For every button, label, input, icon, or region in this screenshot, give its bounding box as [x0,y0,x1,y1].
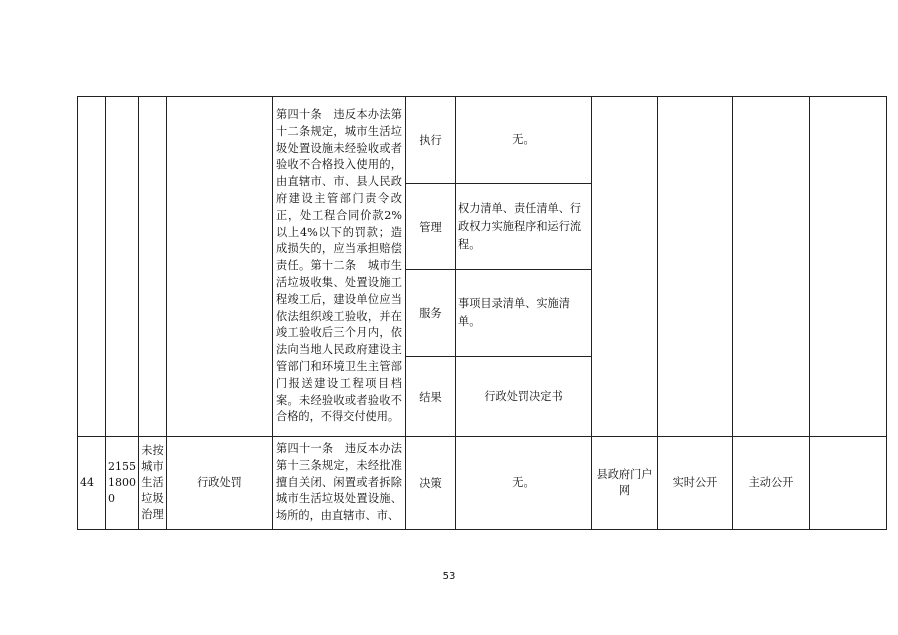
stage-label: 管理 [406,184,456,270]
stage-content: 行政处罚决定书 [456,357,592,437]
row-index: 44 [78,437,106,530]
stage-content: 无。 [456,437,592,530]
category-cell-empty [167,97,273,437]
stage-label: 服务 [406,270,456,357]
channel-cell-empty [592,97,658,437]
stage-label: 执行 [406,97,456,184]
stage-content: 权力清单、责任清单、行政权力实施程序和运行流程。 [456,184,592,270]
page-number: 53 [442,571,456,582]
item-code: 215518000 [106,437,139,530]
stage-label: 决策 [406,437,456,530]
item-category: 行政处罚 [167,437,273,530]
stage-label: 结果 [406,357,456,437]
disclosure-timing: 实时公开 [658,437,733,530]
disclosure-method: 主动公开 [733,437,810,530]
table-row [78,97,887,184]
legal-basis-text: 第四十条 违反本办法第十二条规定，城市生活垃圾处置设施未经验收或者验收不合格投入使用的，由直辖市、市、县人民政府建设主管部门责令改正，处工程合同价款2%以上4%以下的罚款；造成损失的，应当承担赔偿责任。第十二条 城市生活垃圾收集、处置设施工程竣工后，建设单位应当依法组织竣工验收，并在竣工验收后三个月内，依法向当地人民政府建设主管部门和环境卫生主管部门报送建设工程项目档案。未经验收或者验收不合格的，不得交付使用。 [273,97,406,437]
method-cell-empty [733,97,810,437]
item-name: 未按城市生活垃圾治理 [139,437,167,530]
item-name-cell-empty [139,97,167,437]
extra-cell-empty [810,97,887,437]
timing-cell-empty [658,97,733,437]
disclosure-table [77,96,887,530]
extra-cell-empty [810,437,887,530]
legal-basis-text: 第四十一条 违反本办法第十三条规定，未经批准擅自关闭、闲置或者拆除城市生活垃圾处置设施、场所的，由直辖市、市、 [273,437,406,530]
stage-content: 无。 [456,97,592,184]
table-row [78,437,887,530]
code-cell-empty [106,97,139,437]
stage-content: 事项目录清单、实施清单。 [456,270,592,357]
index-cell-empty [78,97,106,437]
disclosure-channel: 县政府门户网 [592,437,658,530]
